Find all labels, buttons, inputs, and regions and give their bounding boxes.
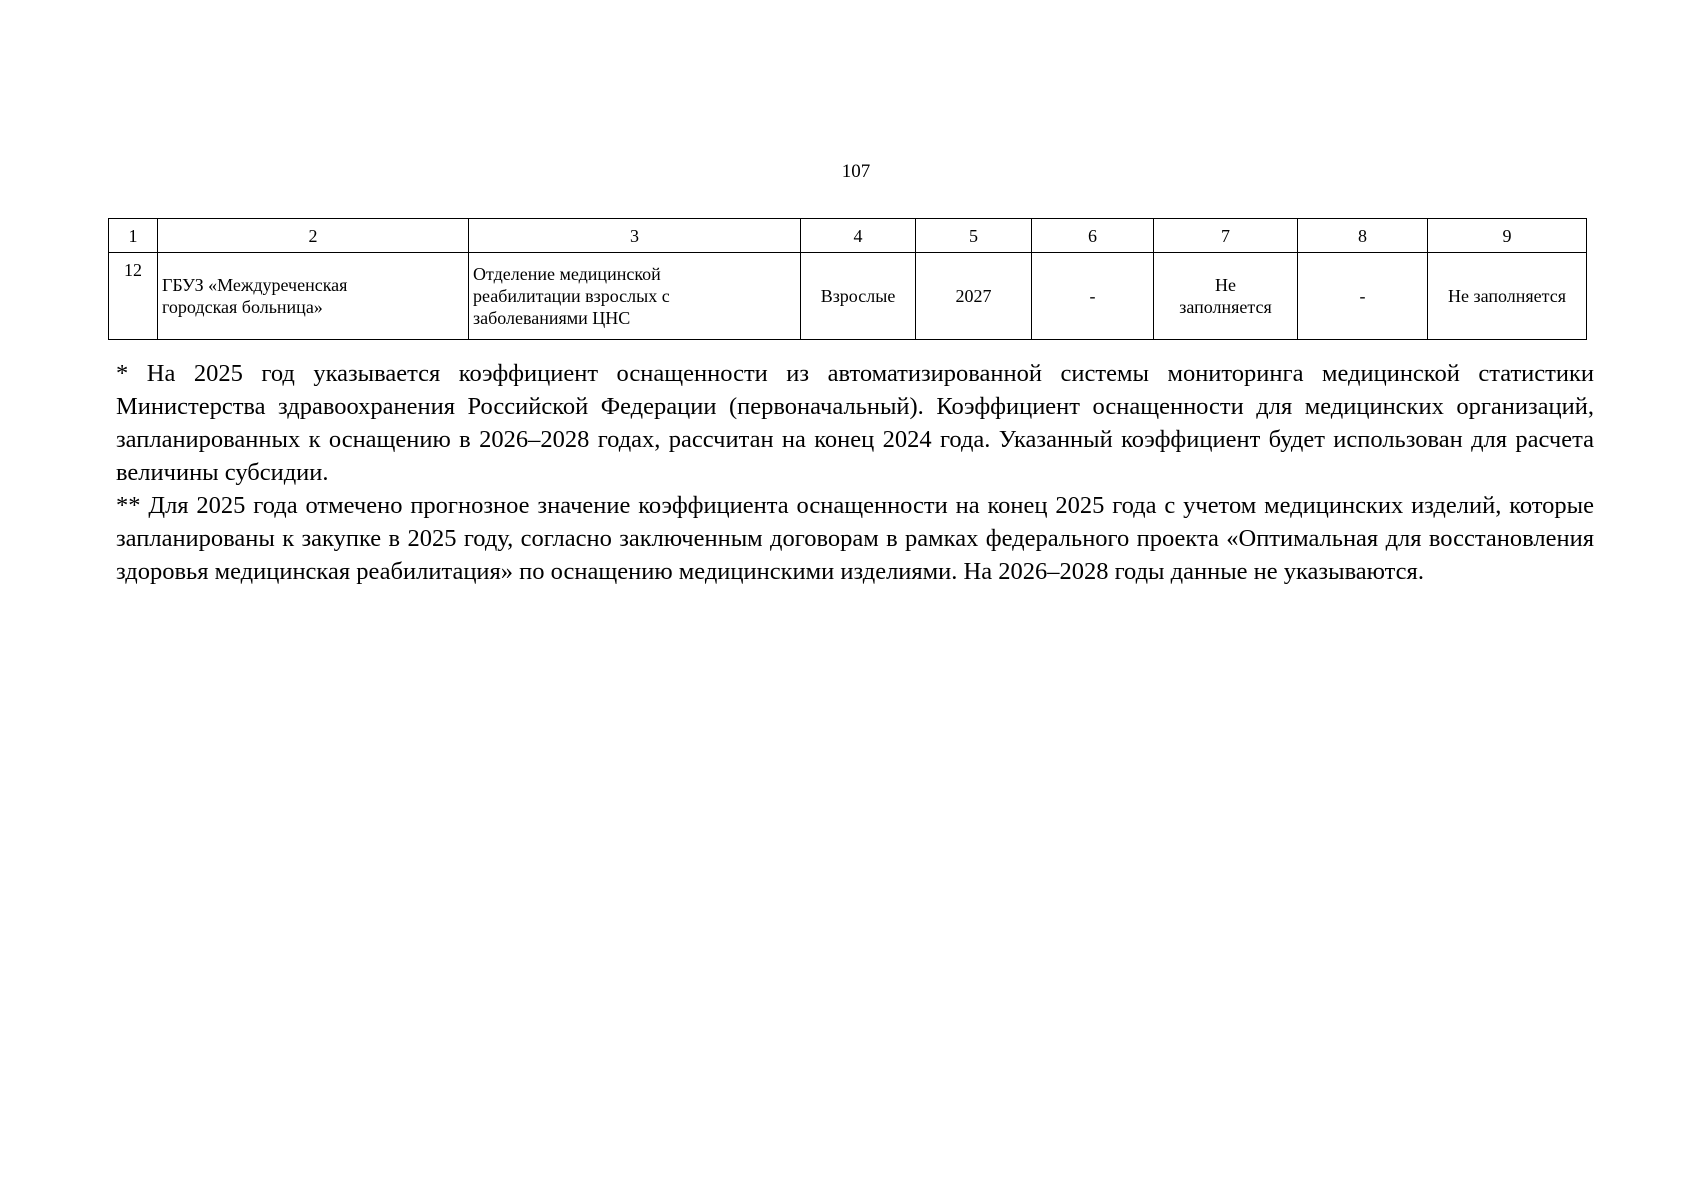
header-cell-9: 9 (1428, 219, 1587, 253)
footnotes (116, 357, 1594, 588)
col9-cell: Не заполняется (1428, 253, 1587, 340)
header-cell-7: 7 (1154, 219, 1298, 253)
header-cell-8: 8 (1298, 219, 1428, 253)
organization-cell (158, 253, 469, 340)
col7-line-2: заполняется (1179, 297, 1272, 317)
department-cell (469, 253, 801, 340)
col7-line-1: Не (1215, 275, 1236, 295)
table-header-row (109, 219, 1587, 253)
col8-cell: - (1298, 253, 1428, 340)
department-line-2: реабилитации взрослых с (473, 286, 670, 306)
organization-line-2: городская больница» (162, 297, 323, 317)
footnote-1: * На 2025 год указывается коэффициент оснащенности из автоматизированной системы мониторинга медицинской статистики Министерства здравоохранения Российской Федерации (первоначальный). Коэффициент оснащенности для медицинских организаций, запланированных к оснащению в 2026–2028 годах, рассчитан на конец 2024 года. Указанный коэффициент будет использован для расчета величины субсидии. (116, 360, 1594, 486)
header-cell-3: 3 (469, 219, 801, 253)
equipment-table (108, 218, 1587, 340)
col6-cell: - (1032, 253, 1154, 340)
row-number-cell: 12 (109, 253, 158, 340)
header-cell-6: 6 (1032, 219, 1154, 253)
profile-cell: Взрослые (801, 253, 916, 340)
header-cell-4: 4 (801, 219, 916, 253)
col7-cell (1154, 253, 1298, 340)
department-line-1: Отделение медицинской (473, 264, 661, 284)
department-line-3: заболеваниями ЦНС (473, 308, 631, 328)
page-number: 107 (841, 161, 871, 182)
year-cell: 2027 (916, 253, 1032, 340)
header-cell-2: 2 (158, 219, 469, 253)
footnote-2: ** Для 2025 года отмечено прогнозное значение коэффициента оснащенности на конец 2025 года с учетом медицинских изделий, которые запланированы к закупке в 2025 году, согласно заключенным договорам в рамках федерального проекта «Оптимальная для восстановления здоровья медицинская реабилитация» по оснащению медицинскими изделиями. На 2026–2028 годы данные не указываются. (116, 492, 1594, 585)
organization-line-1: ГБУЗ «Междуреченская (162, 275, 348, 295)
header-cell-5: 5 (916, 219, 1032, 253)
header-cell-1: 1 (109, 219, 158, 253)
table-row (109, 253, 1587, 340)
